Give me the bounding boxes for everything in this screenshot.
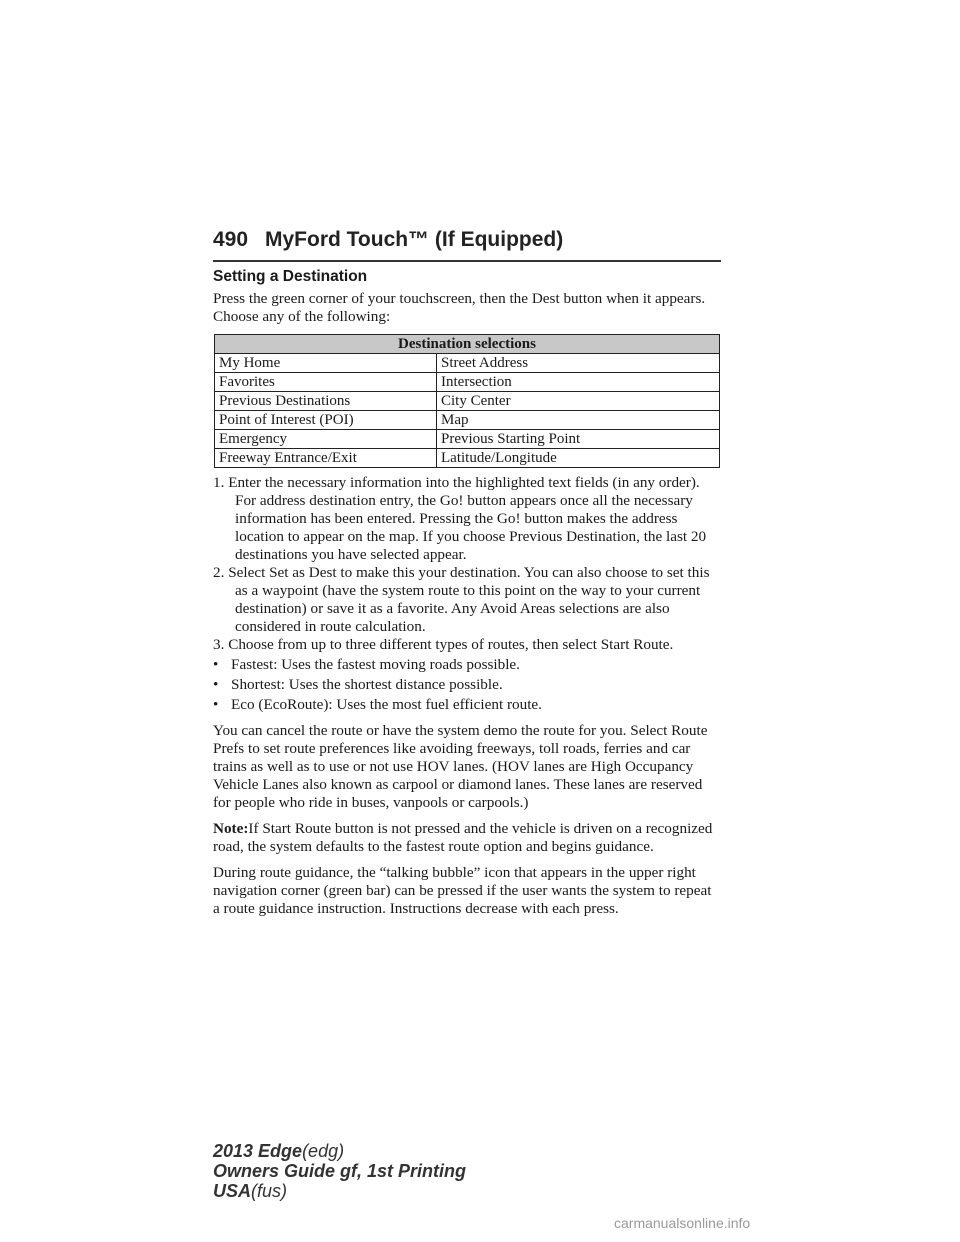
route-types-list (213, 656, 721, 714)
table-cell: Emergency (215, 430, 437, 449)
watermark-text: carmanualsonline.info (614, 1215, 751, 1231)
table-row (215, 373, 720, 392)
table-cell: Map (437, 411, 720, 430)
note-label: Note: (213, 820, 249, 837)
list-item (213, 696, 721, 714)
list-item-text: Shortest: Uses the shortest distance possible. (231, 676, 503, 693)
table-row (215, 392, 720, 411)
intro-paragraph: Press the green corner of your touchscreen, then the Dest button when it appears. Choose any of the following: (213, 290, 706, 325)
footer-market: USA (213, 1181, 252, 1201)
table-header-row (215, 335, 720, 354)
table-cell: Favorites (215, 373, 437, 392)
footer-line-model (213, 1141, 466, 1161)
talking-bubble-paragraph: During route guidance, the “talking bubble” icon that appears in the upper right navigation corner (green bar) can be pressed if the user wants the system to repeat a route guidance instruction. Instructions decrease with each press. (213, 864, 712, 917)
table-row (215, 449, 720, 468)
table-cell: Freeway Entrance/Exit (215, 449, 437, 468)
page-content (213, 268, 721, 926)
table-row (215, 411, 720, 430)
step-item: 1. Enter the necessary information into the highlighted text fields (in any order). For address destination entry, the Go! button appears once all the necessary information has been entered. Pressing the Go! button makes the address location to appear on the map. If you choose Previous Destination, the last 20 destinations you have selected appear. (213, 474, 707, 563)
footer-model: 2013 Edge (213, 1141, 303, 1161)
list-item-text: Eco (EcoRoute): Uses the most fuel efficient route. (231, 696, 542, 713)
destination-selections-table (214, 334, 720, 468)
page-heading: Setting a Destination (213, 268, 368, 285)
table-row (215, 354, 720, 373)
section-title: MyFord Touch™ (If Equipped) (265, 228, 564, 251)
page-footer (213, 1141, 466, 1201)
list-item (213, 676, 721, 694)
table-cell: Previous Starting Point (437, 430, 720, 449)
table-cell: City Center (437, 392, 720, 411)
footer-model-code: (edg) (302, 1141, 345, 1161)
list-item-text: Fastest: Uses the fastest moving roads possible. (231, 656, 520, 673)
table-cell: Latitude/Longitude (437, 449, 720, 468)
bullet-icon: • (213, 656, 219, 673)
page-header (213, 228, 721, 262)
step-item: 3. Choose from up to three different types of routes, then select Start Route. (213, 636, 674, 653)
list-item (213, 656, 721, 674)
bullet-icon: • (213, 696, 219, 713)
page-number: 490 (213, 228, 249, 251)
cancel-route-paragraph: You can cancel the route or have the system demo the route for you. Select Route Prefs to set route preferences like avoiding freeways, toll roads, ferries and car trains as well as to use or not use HOV lanes. (HOV lanes are High Occupancy Vehicle Lanes also known as carpool or diamond lanes. These lanes are reserved for people who ride in buses, vanpools or carpools.) (213, 722, 708, 811)
table-cell: My Home (215, 354, 437, 373)
note-text: If Start Route button is not pressed and the vehicle is driven on a recognized road, the system defaults to the fastest route option and begins guidance. (213, 820, 713, 855)
bullet-icon: • (213, 676, 219, 693)
table-header: Destination selections (215, 335, 720, 354)
table-cell: Intersection (437, 373, 720, 392)
step-item: 2. Select Set as Dest to make this your destination. You can also choose to set this as a waypoint (have the system route to this point on the way to your current destination) or save it as a favorite. Any Avoid Areas selections are also considered in route calculation. (213, 564, 710, 635)
table-cell: Point of Interest (POI) (215, 411, 437, 430)
note-paragraph (213, 820, 721, 856)
table-cell: Street Address (437, 354, 720, 373)
footer-printing: Owners Guide gf, 1st Printing (213, 1161, 467, 1181)
steps-list (213, 474, 721, 654)
footer-line-market (213, 1181, 466, 1201)
footer-market-code: (fus) (251, 1181, 288, 1201)
table-row (215, 430, 720, 449)
table-cell: Previous Destinations (215, 392, 437, 411)
